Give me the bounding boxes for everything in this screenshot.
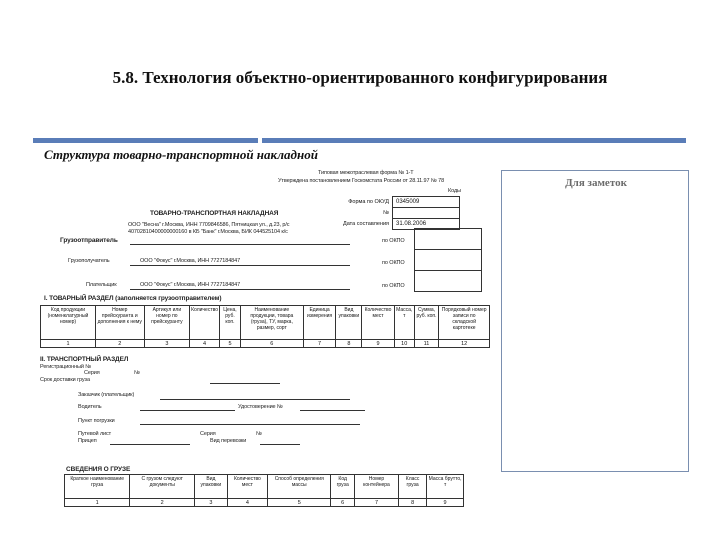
goods-header: Вид упаковки [336, 306, 362, 340]
consignee-line [130, 265, 350, 266]
cargo-col-number: 4 [227, 499, 267, 507]
series-label: Серия [84, 370, 100, 376]
goods-col-number: 3 [144, 340, 190, 348]
series-label-2: Серия [200, 431, 216, 437]
goods-header: Количество мест [362, 306, 394, 340]
cargo-col-number: 2 [130, 499, 195, 507]
cargo-label: Срок доставки груза [40, 377, 90, 383]
cargo-header: Номер контейнера [354, 475, 398, 499]
trailer-line [110, 444, 190, 445]
cargo-col-number: 7 [354, 499, 398, 507]
form-title: ТОВАРНО-ТРАНСПОРТНАЯ НАКЛАДНАЯ [150, 210, 279, 217]
punkt-label: Пункт погрузки [78, 418, 115, 424]
goods-header: Артикул или номер по прейскуранту [144, 306, 190, 340]
okpo-cell [415, 271, 482, 292]
cargo-col-number: 8 [399, 499, 427, 507]
goods-header: Наименование продукции, товара (груза), ТУ, марка, размер, сорт [240, 306, 303, 340]
goods-col-number: 8 [336, 340, 362, 348]
goods-col-number: 11 [414, 340, 439, 348]
approved-line-1: Типовая межотраслевая форма № 1-Т [318, 170, 414, 176]
goods-header: Единица измерения [303, 306, 336, 340]
goods-header: Порядковый номер записи по складской картотеке [439, 306, 490, 340]
org-line-1: ООО "Весна" г.Москва, ИНН 7709846586, Пятницкая ул., д.23, р/с [128, 222, 290, 228]
notes-label: Для заметок [565, 177, 627, 189]
okpo-cell [415, 229, 482, 250]
goods-header: Цена, руб. коп. [220, 306, 241, 340]
goods-col-number: 2 [95, 340, 144, 348]
vid-label: Вид перевозки [210, 438, 247, 444]
cargo-col-number: 1 [65, 499, 130, 507]
goods-header: Сумма, руб. коп. [414, 306, 439, 340]
goods-header: Масса, т [394, 306, 414, 340]
zakazchik-line [160, 399, 350, 400]
po-okpo-2: по ОКПО [382, 260, 405, 266]
po-okpo-3: по ОКПО [382, 283, 405, 289]
approved-line-2: Утверждена постановлением Госкомстата России от 28.11.97 № 78 [278, 178, 445, 184]
okud-label: Форма по ОКУД [348, 199, 389, 205]
goods-col-number: 4 [190, 340, 220, 348]
cargo-col-number: 9 [427, 499, 464, 507]
driver-label: Водитель [78, 404, 102, 410]
okpo-cell [415, 250, 482, 271]
section3-title: СВЕДЕНИЯ О ГРУЗЕ [66, 466, 131, 473]
goods-table [40, 305, 490, 348]
date-value: 31.08.2006 [393, 219, 460, 230]
trailer-label: Прицеп [78, 438, 97, 444]
cargo-header: Класс груза [399, 475, 427, 499]
org-line-2: 40702810400000000160 в КБ "Банк" г.Москва, БИК 044525104 к/с [128, 229, 288, 235]
date-label: Дата составления [343, 221, 389, 227]
payer-label: Плательщик [86, 282, 117, 288]
goods-col-number: 10 [394, 340, 414, 348]
po-okpo-1: по ОКПО [382, 238, 405, 244]
cargo-col-number: 3 [195, 499, 228, 507]
okpo-codes [414, 228, 482, 292]
no-label-2: № [256, 431, 262, 437]
cargo-table [64, 474, 464, 507]
cargo-header: С грузом следуют документы [130, 475, 195, 499]
payer-line [130, 289, 350, 290]
goods-col-number: 12 [439, 340, 490, 348]
no-label: № [134, 370, 140, 376]
payer-value: ООО "Фокус" г.Москва, ИНН 7727184847 [140, 282, 241, 288]
goods-col-number: 6 [240, 340, 303, 348]
driver-line [140, 410, 235, 411]
cargo-header: Количество мест [227, 475, 267, 499]
cargo-header: Способ определения массы [268, 475, 331, 499]
goods-col-number: 7 [303, 340, 336, 348]
consignee-value: ООО "Фокус" г.Москва, ИНН 7727184847 [140, 258, 241, 264]
slide-title: 5.8. Технология объектно-ориентированного конфигурирования [112, 68, 608, 87]
consignee-label: Грузополучатель [68, 258, 110, 264]
slide-subtitle: Структура товарно-транспортной накладной [44, 147, 318, 162]
section1-title: I. ТОВАРНЫЙ РАЗДЕЛ (заполняется грузоотправителем) [44, 295, 222, 302]
cargo-header: Масса брутто, т [427, 475, 464, 499]
reg-label: Регистрационный № [40, 364, 92, 370]
codes-table [340, 196, 460, 230]
cargo-line [210, 383, 280, 384]
goods-header: Номер прейскуранта и дополнения к нему [95, 306, 144, 340]
shipper-line [130, 244, 350, 245]
shipper-label: Грузоотправитель [60, 237, 118, 244]
punkt-line [140, 424, 360, 425]
divider-gap [258, 136, 262, 145]
license-label: Удостоверение № [238, 404, 283, 410]
okud-value: 0345009 [393, 197, 460, 208]
goods-header: Количество [190, 306, 220, 340]
goods-col-number: 9 [362, 340, 394, 348]
number-label: № [383, 210, 389, 216]
vid-line [260, 444, 300, 445]
cargo-header: Краткое наименование груза [65, 475, 130, 499]
cargo-header: Вид упаковки [195, 475, 228, 499]
cargo-col-number: 5 [268, 499, 331, 507]
zakazchik-label: Заказчик (плательщик) [78, 392, 135, 398]
goods-col-number: 5 [220, 340, 241, 348]
cargo-col-number: 6 [331, 499, 355, 507]
divider-rule [33, 138, 686, 143]
section2-title: II. ТРАНСПОРТНЫЙ РАЗДЕЛ [40, 356, 129, 363]
license-line [300, 410, 365, 411]
kody-header: Коды [448, 188, 461, 194]
goods-col-number: 1 [41, 340, 96, 348]
notes-box[interactable] [501, 170, 689, 472]
goods-header: Код продукции (номенклатурный номер) [41, 306, 96, 340]
number-value [393, 208, 460, 219]
cargo-header: Код груза [331, 475, 355, 499]
put-list-label: Путевой лист [78, 431, 112, 437]
